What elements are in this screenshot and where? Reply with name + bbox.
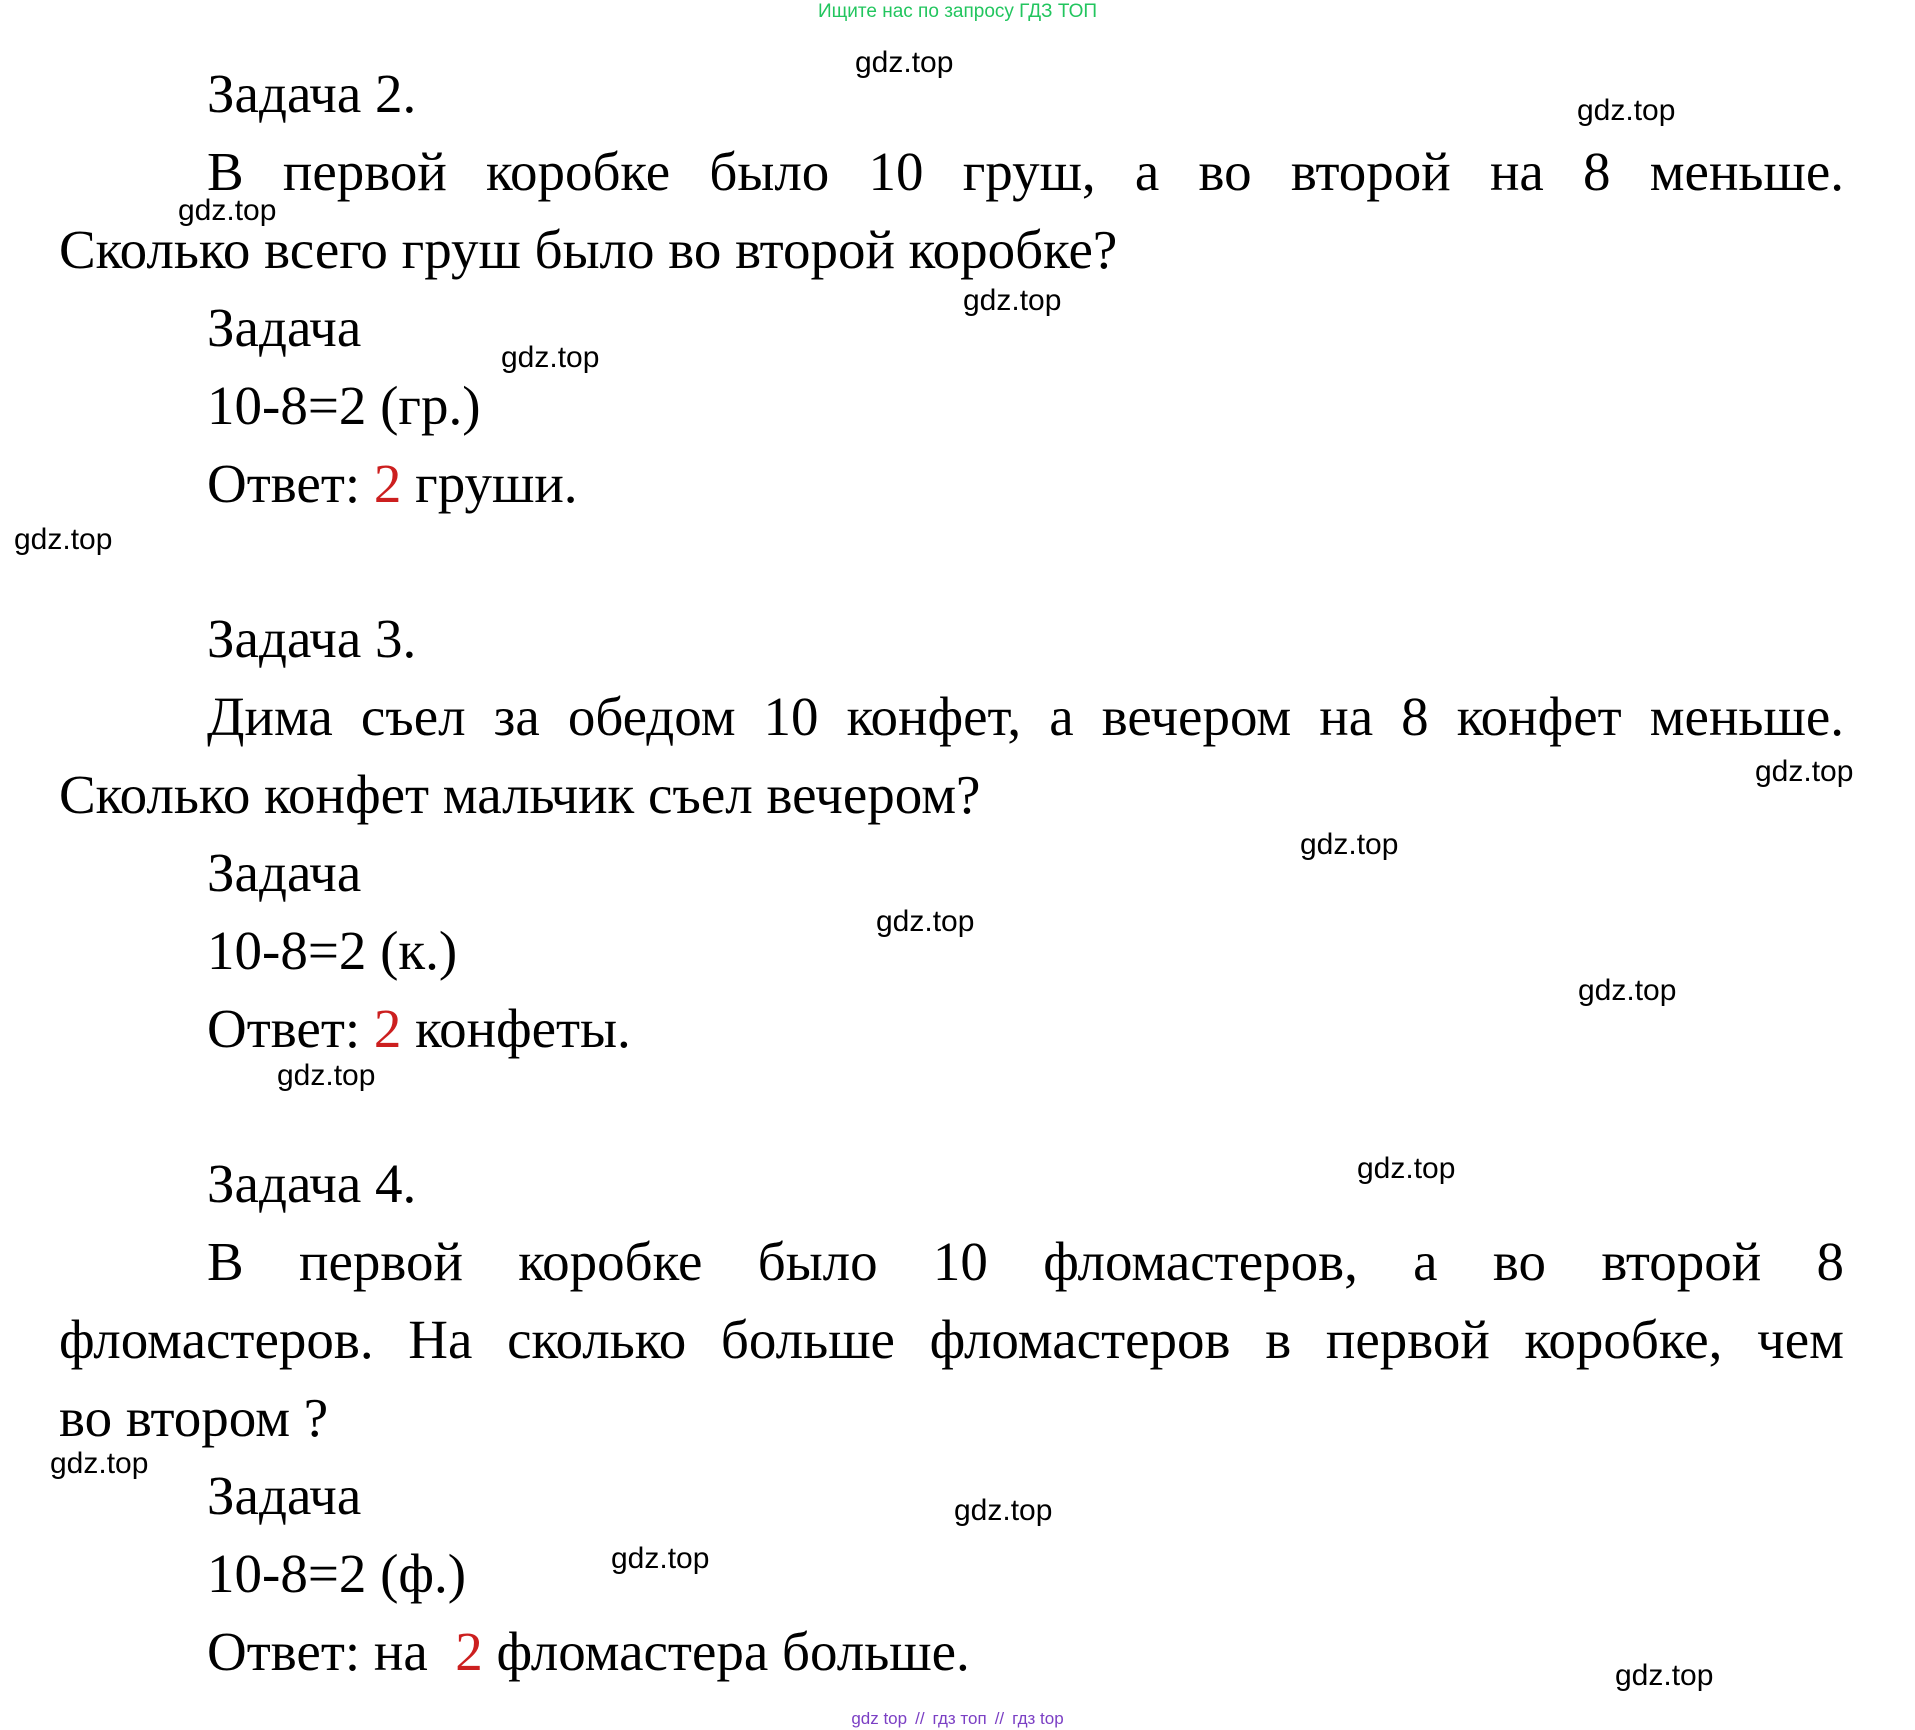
answer-prefix: Ответ: [207, 998, 374, 1059]
answer-prefix: Ответ: [207, 453, 374, 514]
watermark: gdz.top [178, 194, 277, 227]
watermark: gdz.top [1577, 94, 1676, 127]
watermark: gdz.top [1755, 755, 1854, 788]
answer-value: 2 [373, 453, 402, 514]
bottom-banner [0, 1708, 1915, 1730]
answer-value: 2 [455, 1621, 483, 1682]
task-2-condition-line-1: В первой коробке было 10 груш, а во второй на 8 меньше. [207, 141, 1844, 202]
watermark: gdz.top [1357, 1152, 1456, 1185]
answer-suffix: фломастера больше. [482, 1621, 970, 1682]
task-2-condition-line-2: Сколько всего груш было во второй коробке? [59, 219, 1118, 280]
task-4-condition-line-3: во втором ? [59, 1387, 329, 1448]
watermark: gdz.top [1615, 1659, 1714, 1692]
task-4-condition-line-2: фломастеров. На сколько больше фломастеров в первой коробке, чем [59, 1309, 1844, 1370]
task-3-answer [207, 997, 631, 1061]
answer-suffix: груши. [401, 453, 578, 514]
task-2-label: Задача [207, 297, 362, 358]
watermark: gdz.top [14, 523, 113, 556]
bottom-banner-separator: // [994, 1709, 1005, 1728]
answer-suffix: конфеты. [401, 998, 631, 1059]
answer-value: 2 [373, 998, 402, 1059]
top-banner: Ищите нас по запросу ГДЗ ТОП [817, 1, 1098, 22]
watermark: gdz.top [1300, 828, 1399, 861]
watermark: gdz.top [963, 284, 1062, 317]
bottom-banner-item: гдз топ [932, 1709, 987, 1728]
bottom-banner-separator: // [915, 1709, 925, 1728]
task-3-title: Задача 3. [207, 608, 417, 669]
task-4-answer [207, 1620, 970, 1684]
task-2-title: Задача 2. [207, 63, 417, 124]
task-4-label: Задача [207, 1465, 362, 1526]
task-2-answer [207, 452, 578, 516]
task-4-solution: 10-8=2 (ф.) [207, 1543, 467, 1604]
watermark: gdz.top [1578, 974, 1677, 1007]
bottom-banner-item: gdz top [851, 1709, 908, 1728]
task-3-label: Задача [207, 842, 362, 903]
watermark: gdz.top [50, 1447, 149, 1480]
watermark: gdz.top [277, 1059, 376, 1092]
task-3-solution: 10-8=2 (к.) [207, 920, 458, 981]
task-4-condition-line-1: В первой коробке было 10 фломастеров, а во второй 8 [207, 1231, 1844, 1292]
watermark: gdz.top [611, 1542, 710, 1575]
watermark: gdz.top [876, 905, 975, 938]
watermark: gdz.top [501, 341, 600, 374]
task-2-solution: 10-8=2 (гр.) [207, 375, 481, 436]
bottom-banner-item: гдз top [1012, 1709, 1064, 1728]
watermark: gdz.top [954, 1494, 1053, 1527]
answer-prefix: Ответ: на [207, 1621, 456, 1682]
task-4-title: Задача 4. [207, 1153, 417, 1214]
watermark: gdz.top [855, 46, 954, 79]
task-3-condition-line-1: Дима съел за обедом 10 конфет, а вечером на 8 конфет меньше. [207, 686, 1844, 747]
task-3-condition-line-2: Сколько конфет мальчик съел вечером? [59, 764, 981, 825]
